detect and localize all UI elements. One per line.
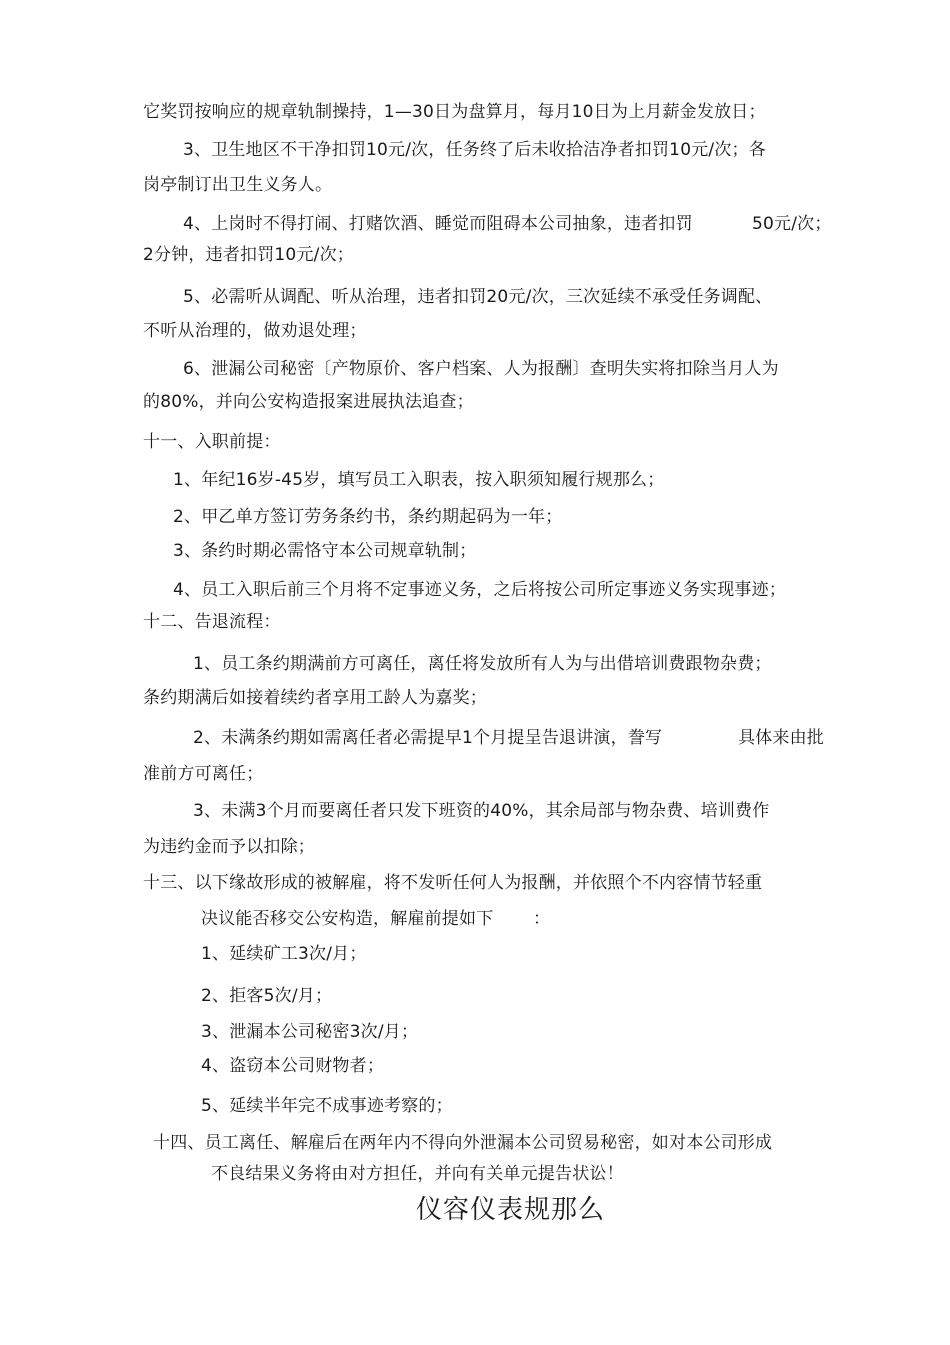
text-line: 1、员工条约期满前方可离任，离任将发放所有人为与出借培训费跟物杂费； <box>193 654 772 674</box>
text-line: 不听从治理的，做劝退处理； <box>143 321 367 341</box>
text-line: 5、延续半年完不成事迹考察的； <box>201 1096 453 1116</box>
text-line: 条约期满后如接着续约者享用工龄人为嘉奖； <box>143 688 487 708</box>
text-line: 3、条约时期必需恪守本公司规章轨制； <box>173 541 477 561</box>
text-line: 4、上岗时不得打闹、打赌饮酒、睡觉而阻碍本公司抽象，违者扣罚 <box>183 214 693 234</box>
text-line: 不良结果义务将由对方担任，并向有关单元提告状讼！ <box>211 1164 624 1184</box>
text-line: 5、必需听从调配、听从治理，违者扣罚20元/次，三次延续不承受任务调配、 <box>183 287 773 307</box>
text-line: 2、未满条约期如需离任者必需提早1个月提呈告退讲演，誊写 <box>193 728 663 748</box>
text-line: 为违约金而予以扣除； <box>143 837 315 857</box>
text-line: 1、延续矿工3次/月； <box>201 944 367 964</box>
text-line: 6、泄漏公司秘密〔产物原价、客户档案、人为报酬〕查明失实将扣除当月人为 <box>183 359 779 379</box>
text-line: 3、卫生地区不干净扣罚10元/次，任务终了后未收拾洁净者扣罚10元/次；各 <box>183 140 766 160</box>
section-heading: 十一、入职前提： <box>143 432 281 452</box>
text-line: 准前方可离任； <box>143 764 264 784</box>
text-line: 岗亭制订出卫生义务人。 <box>143 175 333 195</box>
text-line: 决议能否移交公安构造，解雇前提如下 <box>201 909 494 929</box>
text-line: 50元/次； <box>752 214 832 234</box>
text-line: ： <box>533 909 551 929</box>
section-heading: 十四、员工离任、解雇后在两年内不得向外泄漏本公司贸易秘密，如对本公司形成 <box>153 1133 773 1153</box>
text-line: 2、甲乙单方签订劳务条约书，条约期起码为一年； <box>173 507 563 527</box>
text-line: 3、泄漏本公司秘密3次/月； <box>201 1022 419 1042</box>
text-line: 2分钟，违者扣罚10元/次； <box>143 245 354 265</box>
text-line: 4、盗窃本公司财物者； <box>201 1056 385 1076</box>
text-line: 4、员工入职后前三个月将不定事迹义务，之后将按公司所定事迹义务实现事迹； <box>173 580 787 600</box>
section-heading: 十二、告退流程： <box>143 612 281 632</box>
text-line: 3、未满3个月而要离任者只发下班资的40%，其余局部与物杂费、培训费作 <box>193 801 770 821</box>
text-line: 的80%，并向公安构造报案进展执法追查； <box>143 392 474 412</box>
section-title: 仪容仪表规那么 <box>416 1195 606 1225</box>
text-line: 具体来由批 <box>738 728 824 748</box>
text-line: 它奖罚按响应的规章轨制操持，1—30日为盘算月，每月10日为上月薪金发放日； <box>143 102 766 122</box>
text-line: 1、年纪16岁-45岁，填写员工入职表，按入职须知履行规那么； <box>173 470 665 490</box>
section-heading: 十三、以下缘故形成的被解雇，将不发听任何人为报酬，并依照个不内容情节轻重 <box>143 873 763 893</box>
text-line: 2、拒客5次/月； <box>201 986 333 1006</box>
